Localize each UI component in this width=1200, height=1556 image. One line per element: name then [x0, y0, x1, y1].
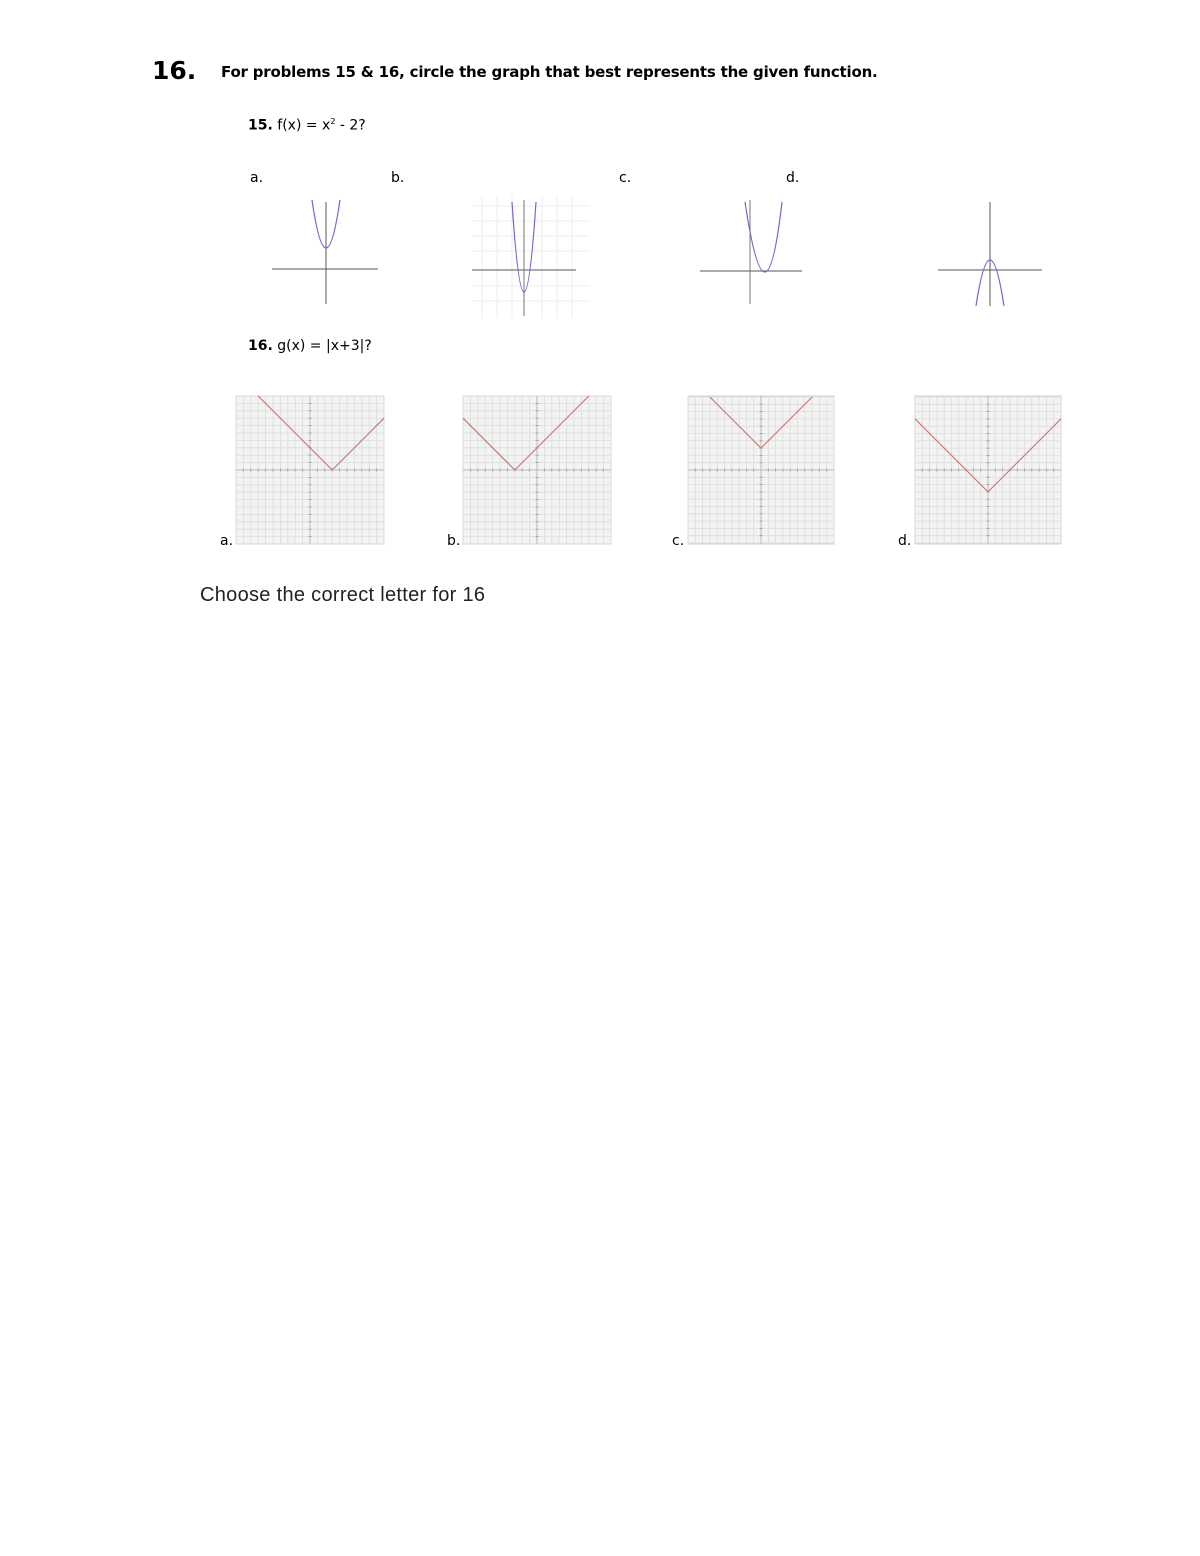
p15-label-b: b. — [391, 170, 405, 186]
p16-graph-b[interactable] — [463, 396, 611, 544]
p15-label-c: c. — [619, 170, 632, 186]
problem-15-exponent: 2 — [330, 117, 336, 126]
parabola-curve — [745, 202, 782, 272]
p15-graph-c[interactable] — [700, 196, 804, 306]
question-number: 16. — [152, 56, 197, 85]
p16-label-c: c. — [672, 533, 685, 549]
problem-15-number: 15. — [248, 117, 273, 134]
p15-label-a: a. — [250, 170, 264, 186]
answer-prompt: Choose the correct letter for 16 — [200, 584, 486, 606]
p16-graph-a[interactable] — [236, 396, 384, 544]
p16-graph-c[interactable] — [688, 396, 834, 544]
problem-16-title — [248, 338, 372, 354]
problem-15-func-tail: - 2? — [335, 117, 366, 134]
p16-label-d: d. — [898, 533, 912, 549]
problem-15-func: f(x) = x — [277, 117, 331, 134]
p16-graph-d[interactable] — [915, 396, 1061, 544]
p15-graph-d[interactable] — [938, 200, 1044, 308]
p15-graph-a[interactable] — [272, 196, 380, 306]
problem-16-number: 16. — [248, 338, 273, 354]
instructions: For problems 15 & 16, circle the graph that best represents the given function. — [221, 63, 878, 81]
problem-15-title — [248, 117, 366, 134]
p16-label-b: b. — [447, 533, 461, 549]
p15-graph-b[interactable] — [472, 196, 590, 318]
p16-label-a: a. — [220, 533, 234, 549]
problem-16-func: g(x) = |x+3|? — [277, 338, 372, 354]
p15-label-d: d. — [786, 170, 800, 186]
